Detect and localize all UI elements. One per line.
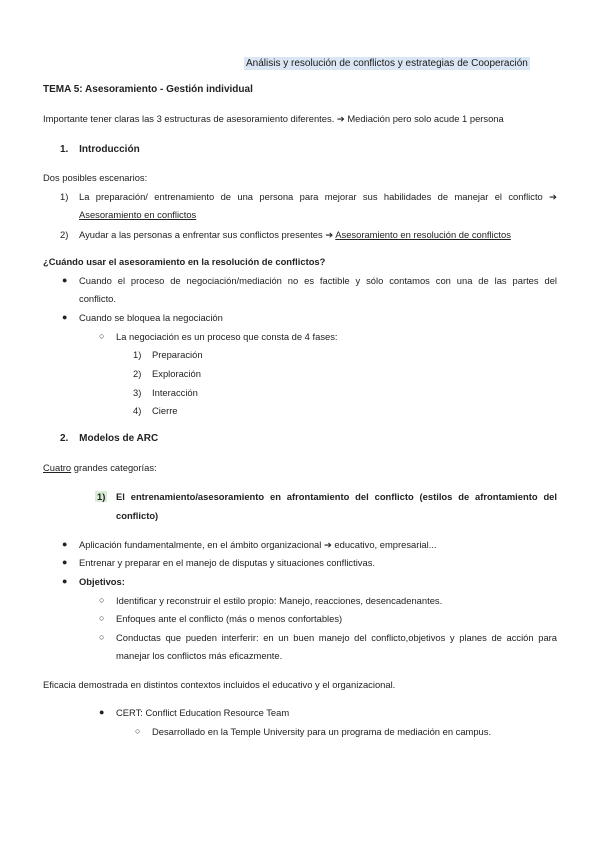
phase-number: 2) (133, 368, 142, 379)
objective-item: Identificar y reconstruir el estilo propio: Manejo, reacciones, desencadenantes. (116, 595, 443, 606)
bullet-icon: ● (62, 539, 68, 549)
model-number: 1) (97, 491, 106, 502)
phase-item: Interacción (152, 387, 198, 398)
circle-bullet-icon: ○ (135, 726, 141, 736)
phase-number: 1) (133, 349, 142, 360)
header-title: Análisis y resolución de conflictos y estrategias de Cooperación (246, 58, 528, 69)
when-bullet-1-cont: conflicto. (79, 293, 116, 304)
section1-heading: 1. Introducción (60, 144, 140, 155)
bullet-icon: ● (62, 576, 68, 586)
when-question: ¿Cuándo usar el asesoramiento en la resolución de conflictos? (43, 256, 326, 267)
phase-number: 4) (133, 405, 142, 416)
model-bullet-1: Aplicación fundamentalmente, en el ámbito organizacional ➔ educativo, empresarial... (79, 539, 437, 550)
scenario-link-1[interactable]: Asesoramiento en conflictos (79, 209, 197, 220)
scenario-number-1: 1) (60, 191, 69, 202)
scenario-item-2: Ayudar a las personas a enfrentar sus conflictos presentes ➔ Asesoramiento en resolución de conflictos (79, 229, 511, 240)
section2-heading: 2. Modelos de ARC (60, 433, 159, 444)
page-header (244, 57, 530, 70)
arrow-icon: ➔ (336, 113, 345, 124)
phase-item: Cierre (152, 405, 178, 416)
scenario-item-1: La preparación/ entrenamiento de una persona para mejorar sus habilidades de manejar el conflicto ➔ (79, 191, 557, 202)
bullet-icon: ● (62, 275, 68, 285)
arrow-icon: ➔ (549, 191, 557, 202)
scenario-number-2: 2) (60, 229, 69, 240)
bullet-icon: ● (99, 707, 105, 717)
circle-bullet-icon: ○ (99, 331, 105, 341)
objective-item-cont: manejar los conflictos más eficazmente. (116, 650, 283, 661)
model-title: El entrenamiento/asesoramiento en afrontamiento del conflicto (estilos de afrontamiento del (116, 491, 557, 502)
model-bullet-2: Entrenar y preparar en el manejo de disputas y situaciones conflictivas. (79, 557, 375, 568)
scenario-link-2[interactable]: Asesoramiento en resolución de conflictos (335, 229, 511, 240)
model-title-cont: conflicto) (116, 510, 159, 521)
circle-bullet-icon: ○ (99, 632, 105, 642)
when-bullet-1: Cuando el proceso de negociación/mediación no es factible y sólo contamos con una de las partes del (79, 275, 557, 286)
bullet-icon: ● (62, 312, 68, 322)
section1-lead: Dos posibles escenarios: (43, 172, 148, 183)
intro-line: Importante tener claras las 3 estructuras de asesoramiento diferentes. ➔ Mediación pero solo acude 1 persona (43, 113, 504, 124)
arrow-icon: ➔ (325, 229, 334, 240)
efficacy-text: Eficacia demostrada en distintos contextos incluidos el educativo y el organizacional. (43, 679, 396, 690)
objective-item: Conductas que pueden interferir: en un buen manejo del conflicto,objetivos y planes de acción para (116, 632, 557, 643)
bullet-icon: ● (62, 557, 68, 567)
cert-item: CERT: Conflict Education Resource Team (116, 707, 290, 718)
objectives-label: Objetivos: (79, 576, 125, 587)
when-sub: La negociación es un proceso que consta de 4 fases: (116, 331, 338, 342)
objective-item: Enfoques ante el conflicto (más o menos confortables) (116, 613, 343, 624)
tema-title: TEMA 5: Asesoramiento - Gestión individual (43, 84, 253, 95)
section2-lead: Cuatro grandes categorías: (43, 462, 157, 473)
cert-sub-item: Desarrollado en la Temple University para un programa de mediación en campus. (152, 726, 492, 737)
phase-item: Preparación (152, 349, 203, 360)
phase-item: Exploración (152, 368, 201, 379)
circle-bullet-icon: ○ (99, 595, 105, 605)
circle-bullet-icon: ○ (99, 613, 105, 623)
phase-number: 3) (133, 387, 142, 398)
when-bullet-2: Cuando se bloquea la negociación (79, 312, 223, 323)
